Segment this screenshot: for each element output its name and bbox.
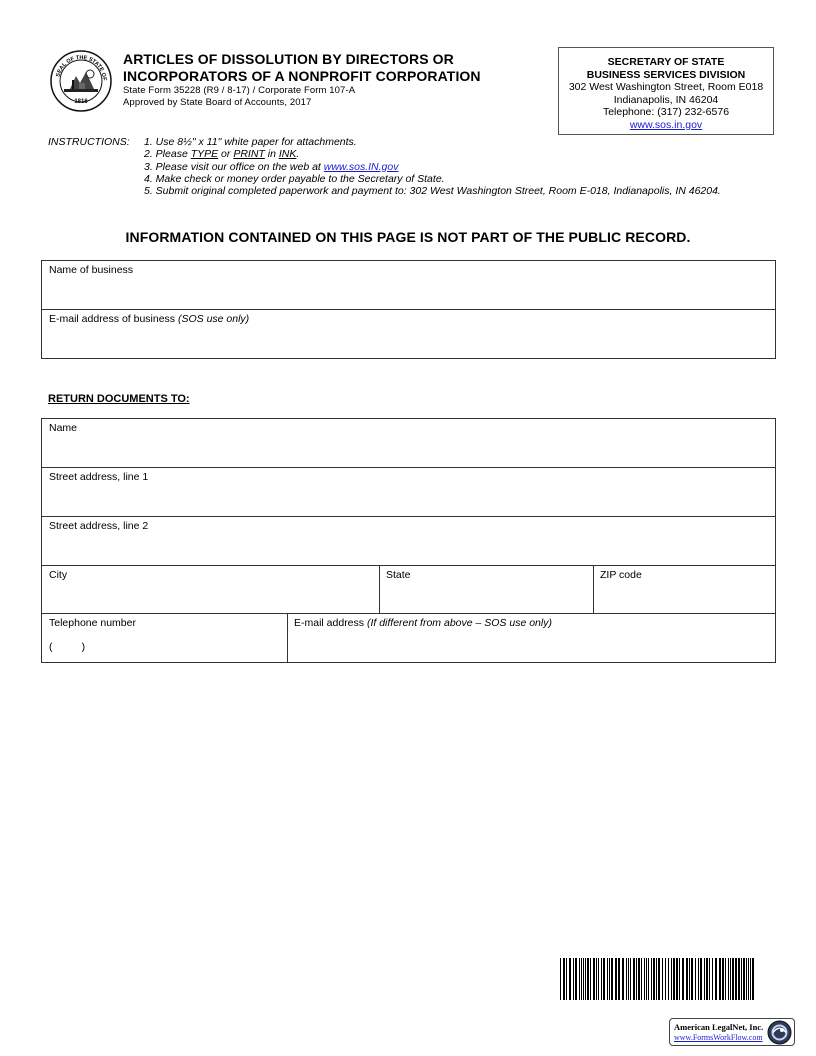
barcode-bar (668, 958, 669, 1000)
barcode-bar (648, 958, 649, 1000)
barcode-bar (735, 958, 737, 1000)
barcode-bar (662, 958, 663, 1000)
barcode-bar (633, 958, 635, 1000)
return-name-field[interactable] (42, 419, 775, 468)
title-line-1: ARTICLES OF DISSOLUTION BY DIRECTORS OR (123, 51, 454, 67)
barcode-bar (651, 958, 652, 1000)
state-seal-icon (50, 50, 112, 112)
barcode-bar (689, 958, 690, 1000)
street-line-1-label: Street address, line 1 (49, 471, 149, 483)
barcode-icon (560, 958, 754, 1000)
barcode-bar (676, 958, 678, 1000)
barcode-bar (575, 958, 577, 1000)
business-email-label: E-mail address of business (49, 313, 176, 325)
barcode-bar (656, 958, 657, 1000)
barcode-bar (686, 958, 688, 1000)
telephone-label: Telephone number (49, 617, 136, 629)
city-field[interactable] (42, 566, 379, 614)
barcode-bar (698, 958, 699, 1000)
instruction-5: 5. Submit original completed paperwork and payment to: 302 West Washington Street, Room E-018, Indianapolis, IN 46204. (144, 185, 721, 198)
barcode-bar (590, 958, 591, 1000)
logo-website: www.FormsWorkFlow.com (674, 1033, 763, 1042)
seal-year: 1816 (74, 99, 88, 105)
barcode-bar (682, 958, 684, 1000)
instructions-label: INSTRUCTIONS: (48, 136, 130, 148)
barcode-bar (644, 958, 645, 1000)
barcode-bar (728, 958, 729, 1000)
return-email-label: E-mail address (294, 617, 365, 629)
state-label: State (386, 569, 411, 581)
barcode-bar (585, 958, 586, 1000)
zip-label: ZIP code (600, 569, 642, 581)
barcode-bar (730, 958, 731, 1000)
title-line-2: INCORPORATORS OF A NONPROFIT CORPORATION (123, 68, 481, 84)
secretary-of-state-box (558, 47, 774, 135)
barcode-bar (579, 958, 580, 1000)
barcode-bar (587, 958, 589, 1000)
barcode-bar (598, 958, 599, 1000)
barcode-bar (746, 958, 747, 1000)
barcode-bar (750, 958, 751, 1000)
barcode-bar (630, 958, 631, 1000)
barcode-bar (704, 958, 705, 1000)
return-name-label: Name (49, 422, 78, 434)
barcode-bar (646, 958, 647, 1000)
barcode-bar (615, 958, 617, 1000)
barcode-bar (725, 958, 726, 1000)
barcode-bar (563, 958, 565, 1000)
business-email-field[interactable] (42, 310, 775, 358)
barcode-bar (622, 958, 624, 1000)
instruction-2: 2. Please TYPE or PRINT in INK. (144, 148, 300, 161)
barcode-bar (569, 958, 571, 1000)
telephone-field[interactable] (42, 614, 287, 662)
barcode-bar (638, 958, 640, 1000)
barcode-bar (709, 958, 710, 1000)
street-line-1-field[interactable] (42, 468, 775, 517)
approval-note: Approved by State Board of Accounts, 2017 (123, 97, 312, 108)
legalnet-logo[interactable] (669, 1018, 795, 1046)
barcode-bar (583, 958, 584, 1000)
sos-city-state: Indianapolis, IN 46204 (613, 93, 719, 106)
barcode-bar (566, 958, 567, 1000)
barcode-bar (596, 958, 597, 1000)
barcode-bar (628, 958, 629, 1000)
barcode-bar (626, 958, 627, 1000)
city-label: City (49, 569, 68, 581)
barcode-bar (700, 958, 702, 1000)
instructions-list (144, 136, 721, 197)
seal-text: SEAL OF THE STATE OF (55, 54, 108, 81)
sos-website-link[interactable]: www.sos.in.gov (629, 118, 703, 131)
barcode-bar (741, 958, 742, 1000)
barcode-bar (609, 958, 610, 1000)
barcode-bar (601, 958, 602, 1000)
barcode-bar (732, 958, 734, 1000)
barcode-bar (695, 958, 696, 1000)
sos-web-link[interactable]: www.sos.IN.gov (323, 160, 399, 173)
barcode-bar (665, 958, 666, 1000)
return-email-note: (If different from above – SOS use only) (366, 617, 552, 629)
sos-address: 302 West Washington Street, Room E018 (568, 81, 764, 93)
form-title (123, 51, 481, 109)
sos-title: SECRETARY OF STATE (607, 56, 725, 68)
barcode-bar (618, 958, 620, 1000)
barcode-bar (653, 958, 655, 1000)
logo-company-name: American LegalNet, Inc. (674, 1022, 764, 1032)
barcode-bar (641, 958, 642, 1000)
return-address-box (41, 418, 776, 663)
barcode-bar (722, 958, 724, 1000)
return-documents-heading: RETURN DOCUMENTS TO: (48, 393, 190, 405)
business-email-note: (SOS use only) (177, 313, 250, 325)
state-field[interactable] (379, 566, 593, 614)
barcode-bar (719, 958, 721, 1000)
barcode-bar (752, 958, 754, 1000)
barcode-bar (603, 958, 605, 1000)
instruction-3: 3. Please visit our office on the web at www.sos.IN.gov (144, 160, 399, 173)
barcode-bar (593, 958, 595, 1000)
sos-division: BUSINESS SERVICES DIVISION (586, 68, 746, 81)
business-name-field[interactable] (42, 261, 775, 310)
return-email-field[interactable] (287, 614, 775, 662)
barcode-bar (607, 958, 608, 1000)
instruction-1: 1. Use 8½" x 11" white paper for attachments. (144, 136, 357, 148)
barcode-bar (691, 958, 693, 1000)
barcode-bar (743, 958, 745, 1000)
barcode-bar (748, 958, 749, 1000)
barcode-bar (679, 958, 680, 1000)
barcode-bar (738, 958, 740, 1000)
barcode-bar (573, 958, 574, 1000)
barcode-bar (658, 958, 660, 1000)
barcode-bar (611, 958, 613, 1000)
sos-phone: Telephone: (317) 232-6576 (602, 106, 730, 118)
zip-field[interactable] (593, 566, 775, 614)
barcode-bar (560, 958, 561, 1000)
barcode-bar (712, 958, 713, 1000)
public-record-notice: INFORMATION CONTAINED ON THIS PAGE IS NOT PART OF THE PUBLIC RECORD. (125, 229, 691, 245)
barcode-bar (715, 958, 717, 1000)
street-line-2-field[interactable] (42, 517, 775, 565)
globe-icon (767, 1020, 792, 1045)
business-name-label: Name of business (49, 264, 134, 276)
street-line-2-label: Street address, line 2 (49, 520, 149, 532)
form-number: State Form 35228 (R9 / 8-17) / Corporate Form 107-A (123, 85, 356, 96)
barcode-bar (673, 958, 675, 1000)
business-info-box (41, 260, 776, 359)
area-code-parens: ( ) (49, 641, 86, 653)
barcode-bar (581, 958, 582, 1000)
instruction-4: 4. Make check or money order payable to the Secretary of State. (144, 172, 445, 185)
barcode-bar (636, 958, 637, 1000)
barcode-bar (706, 958, 708, 1000)
barcode-bar (671, 958, 672, 1000)
